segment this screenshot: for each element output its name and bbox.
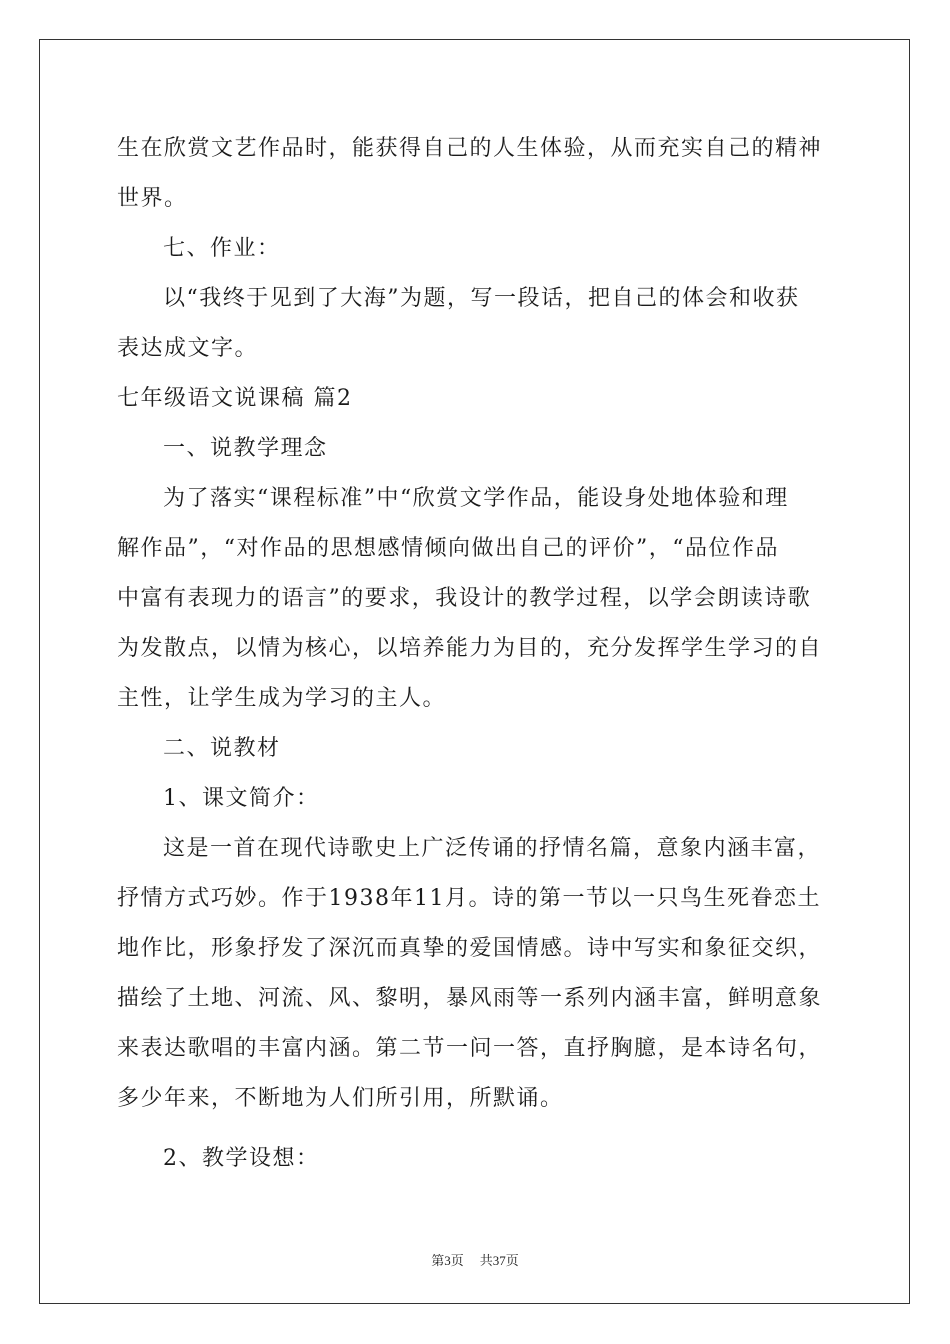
page-footer <box>0 1250 950 1269</box>
document-body <box>117 124 837 1184</box>
paragraph-line: 来表达歌唱的丰富内涵。第二节一问一答，直抒胸臆，是本诗名句， <box>117 1036 823 1061</box>
paragraph-line: 地作比，形象抒发了深沉而真挚的爱国情感。诗中写实和象征交织， <box>117 936 823 961</box>
paragraph-line: 抒情方式巧妙。作于1938年11月。诗的第一节以一只鸟生死眷恋土 <box>117 886 821 911</box>
section-heading: 一、说教学理念 <box>163 436 328 461</box>
page-total: 共37页 <box>479 1253 519 1268</box>
subsection-heading: 2、教学设想： <box>163 1146 320 1171</box>
paragraph-line: 表达成文字。 <box>117 336 259 361</box>
paragraph-line: 为了落实“课程标准”中“欣赏文学作品，能设身处地体验和理 <box>163 486 789 511</box>
paragraph-line: 这是一首在现代诗歌史上广泛传诵的抒情名篇，意象内涵丰富， <box>163 836 822 861</box>
paragraph-line: 世界。 <box>117 186 188 211</box>
paragraph-line: 多少年来，不断地为人们所引用，所默诵。 <box>117 1086 564 1111</box>
section-heading: 二、说教材 <box>163 736 281 761</box>
chapter-title: 七年级语文说课稿 篇2 <box>117 386 353 411</box>
paragraph-line: 生在欣赏文艺作品时，能获得自己的人生体验，从而充实自己的精神 <box>117 136 823 161</box>
section-heading: 七、作业： <box>163 236 281 261</box>
page-number: 第3页 <box>431 1253 464 1268</box>
paragraph-line: 描绘了土地、河流、风、黎明，暴风雨等一系列内涵丰富，鲜明意象 <box>117 986 823 1011</box>
paragraph-line: 主性，让学生成为学习的主人。 <box>117 686 447 711</box>
subsection-heading: 1、课文简介： <box>163 786 320 811</box>
paragraph-line: 以“我终于见到了大海”为题，写一段话，把自己的体会和收获 <box>163 286 800 311</box>
paragraph-line: 解作品”，“对作品的思想感情倾向做出自己的评价”，“品位作品 <box>117 536 779 561</box>
paragraph-line: 为发散点，以情为核心，以培养能力为目的，充分发挥学生学习的自 <box>117 636 823 661</box>
paragraph-line: 中富有表现力的语言”的要求，我设计的教学过程，以学会朗读诗歌 <box>117 586 812 611</box>
